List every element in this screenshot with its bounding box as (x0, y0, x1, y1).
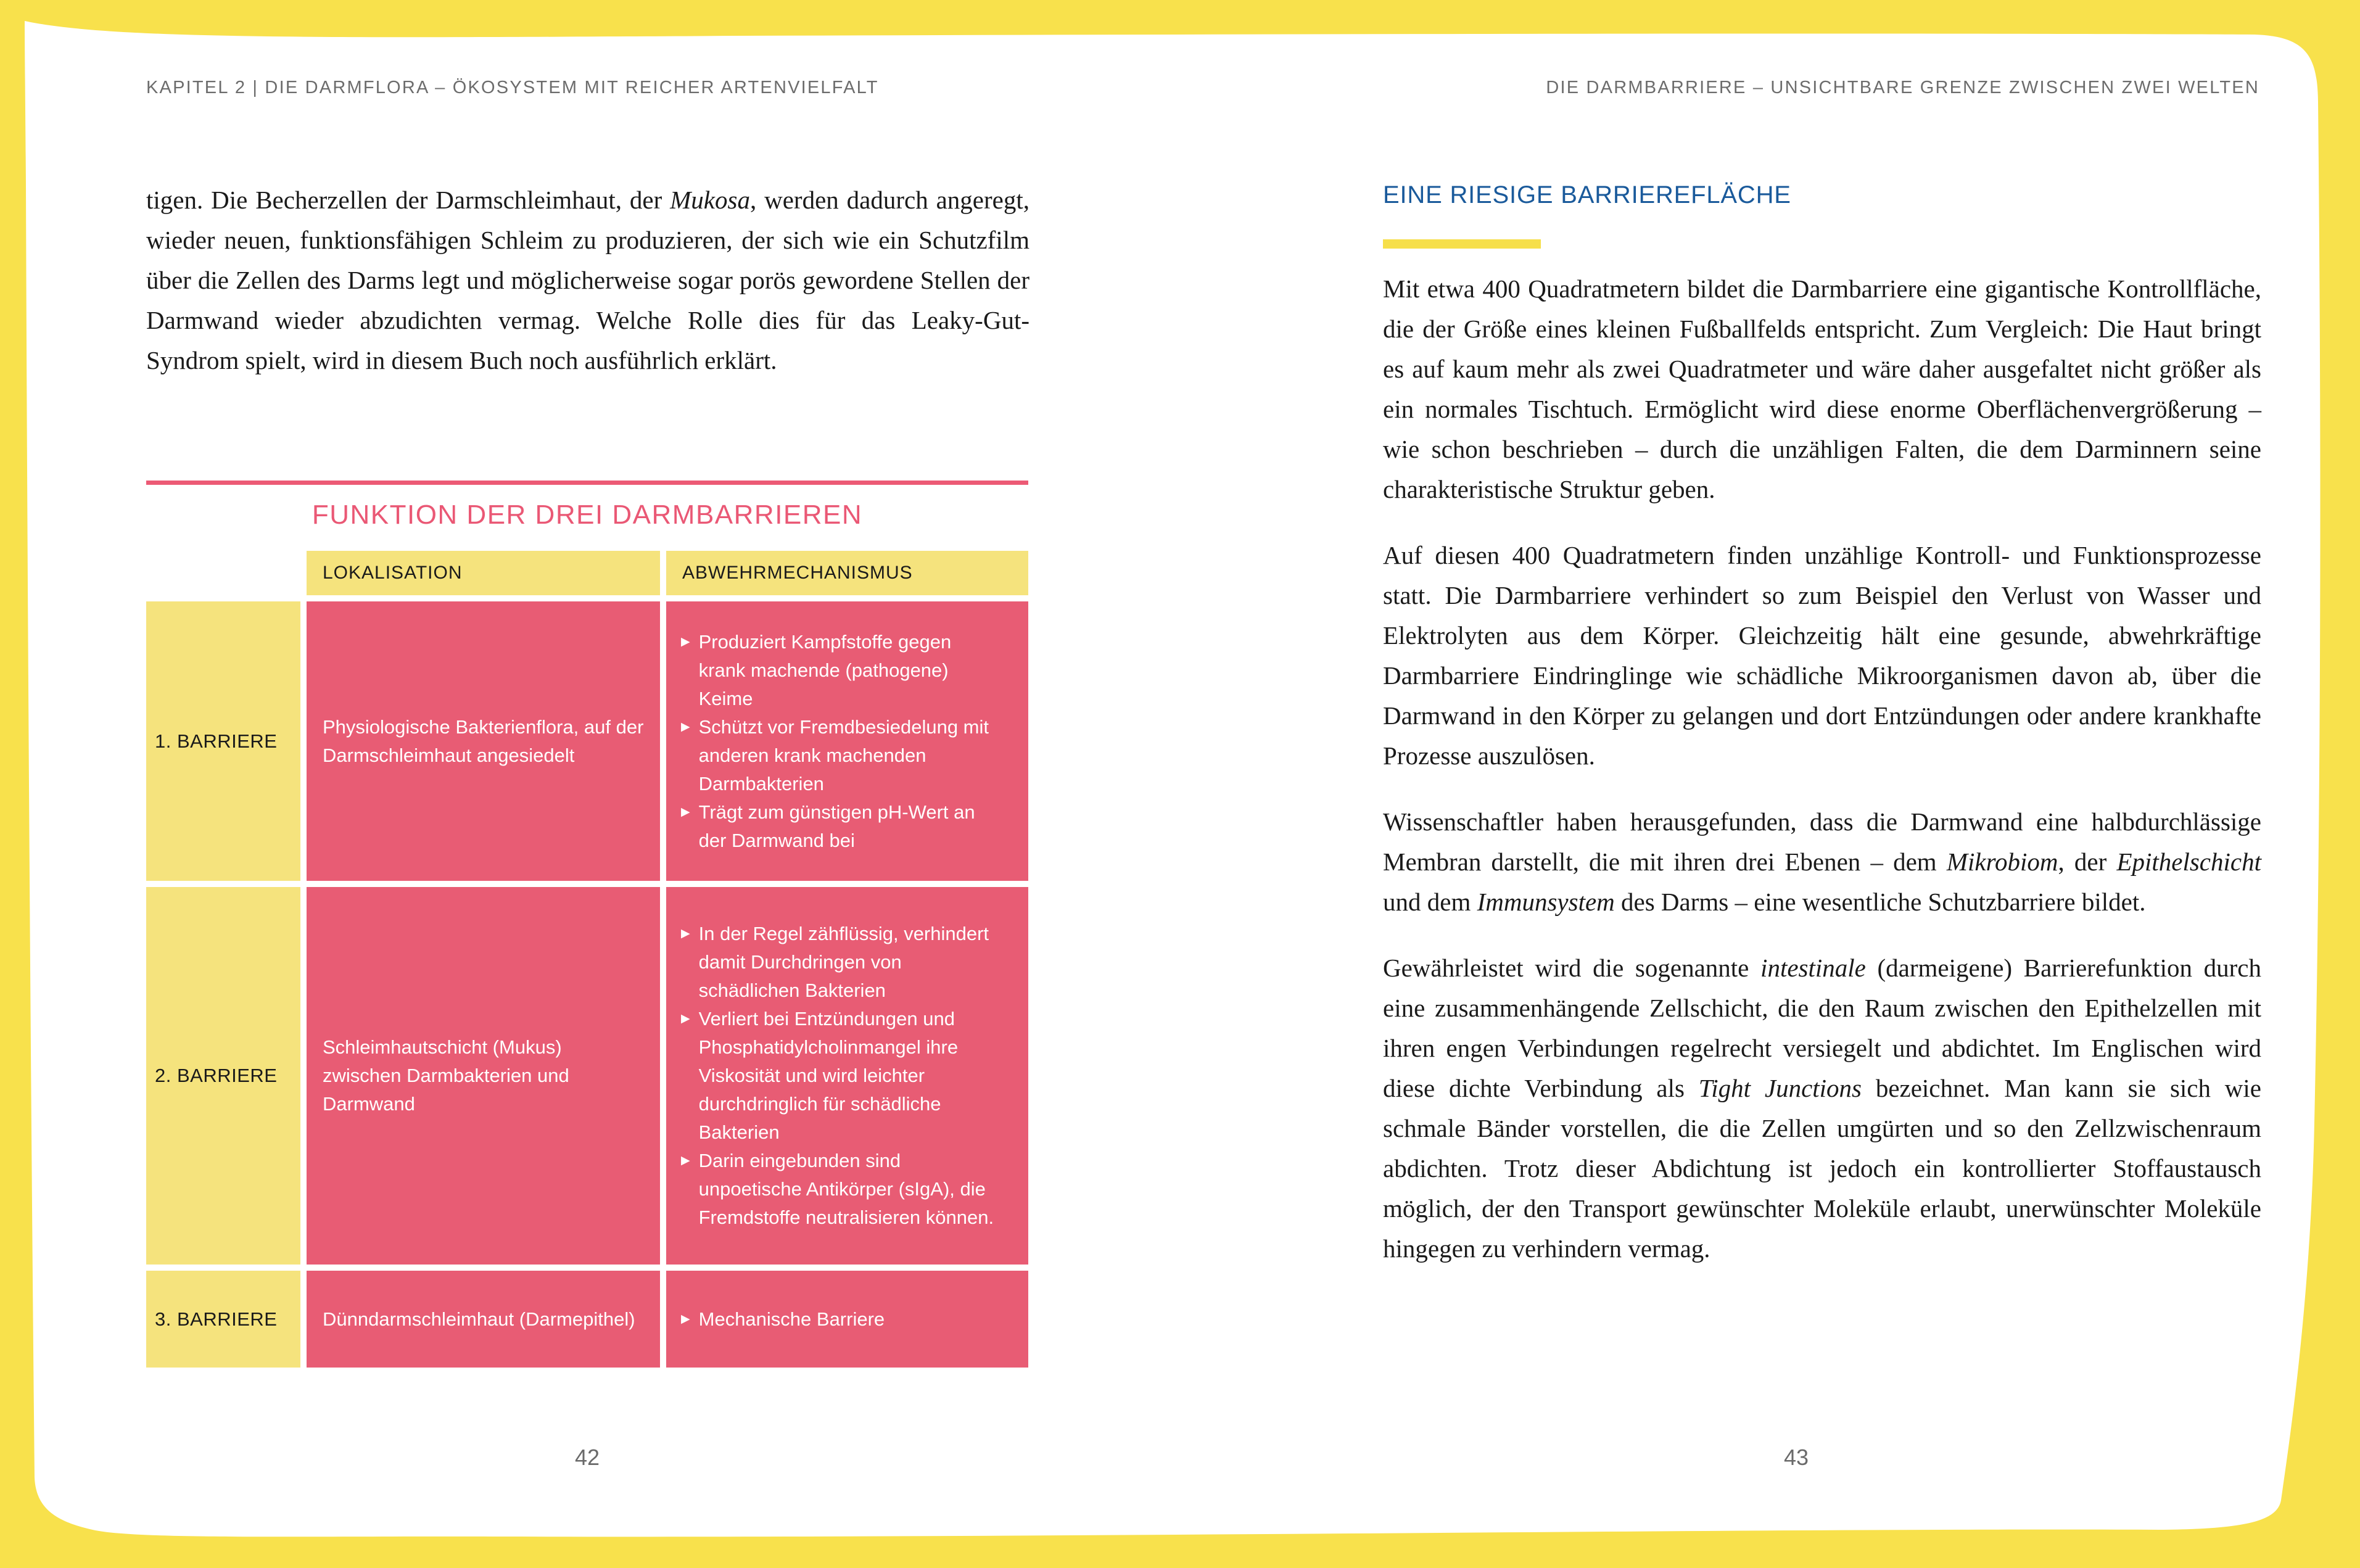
triangle-bullet-icon: ▶ (681, 1012, 690, 1025)
bullet-item (681, 1005, 997, 1147)
right-paragraph-4: Gewährleistet wird die sogenannte intestinale (darmeigene) Barrierefunktion durch eine zusammenhängende Zellschicht, die den Raum zwischen den Epithelzellen mit ihren engen Verbindungen regelrecht versiegelt und abdichtet. Im Englischen wird diese dichte Verbindung als Tight Junctions bezeichnet. Man kann sie sich wie schmale Bänder vorstellen, die die Zellen umgürten und so den Zellzwischenraum abdichten. Trotz dieser Abdichtung ist jedoch ein kontrollierter Stoffaustausch möglich, der den Transport gewünschter Moleküle erlaubt, unerwünschter Moleküle hingegen zu verhindern vermag. (1383, 954, 2261, 1263)
page-number-left: 42 (574, 1445, 600, 1470)
table-corner-spacer (146, 551, 300, 595)
bullet-text: Schützt vor Fremdbesiedelung mit anderen krank machenden Darmbakterien (698, 716, 989, 794)
bullet-item (681, 628, 997, 713)
triangle-bullet-icon: ▶ (681, 805, 690, 819)
cell-abwehr-2 (666, 887, 1028, 1265)
left-body-paragraph: tigen. Die Becherzellen der Darmschleimhaut, der Mukosa, werden dadurch angeregt, wieder neuen, funktionsfähigen Schleim zu produzieren, der sich wie ein Schutzfilm über die Zellen des Darms legt und möglicherweise sogar porös gewordene Stellen der Darmwand wieder abzudichten vermag. Welche Rolle dies für das Leaky-Gut-Syndrom spielt, wird in diesem Buch noch ausführlich erklärt. (146, 186, 1029, 374)
bullet-item (681, 798, 997, 855)
bullet-text: In der Regel zähflüssig, verhindert damit Durchdringen von schädlichen Bakterien (698, 923, 989, 1001)
bullet-text: Verliert bei Entzündungen und Phosphatidylcholinmangel ihre Viskosität und wird leichter durchdringlich für schädliche Bakterien (698, 1008, 959, 1143)
triangle-bullet-icon: ▶ (681, 720, 690, 733)
bullet-text: Trägt zum günstigen pH-Wert an der Darmwand bei (698, 801, 975, 851)
row-label-barriere-1: 1. BARRIERE (146, 601, 300, 881)
bullet-text: Mechanische Barriere (698, 1308, 885, 1330)
cell-abwehr-3 (666, 1271, 1028, 1368)
page-number-right: 43 (1783, 1445, 1809, 1470)
column-header-lokalisation: LOKALISATION (307, 551, 660, 595)
table-top-rule (146, 481, 1028, 485)
bullet-item (681, 920, 997, 1005)
bullet-item (681, 1147, 997, 1232)
row-label-barriere-3: 3. BARRIERE (146, 1271, 300, 1368)
row-label-barriere-2: 2. BARRIERE (146, 887, 300, 1265)
triangle-bullet-icon: ▶ (681, 635, 690, 648)
triangle-bullet-icon: ▶ (681, 927, 690, 940)
running-head-left: KAPITEL 2 | DIE DARMFLORA – ÖKOSYSTEM MIT REICHER ARTENVIELFALT (146, 78, 879, 97)
cell-lokalisation-1: Physiologische Bakterienflora, auf der Darmschleimhaut angesiedelt (307, 601, 660, 881)
section-title-underline (1383, 239, 1541, 249)
triangle-bullet-icon: ▶ (681, 1154, 690, 1167)
bullet-item (681, 1305, 997, 1334)
bullet-text: Darin eingebunden sind unpoetische Antikörper (sIgA), die Fremdstoffe neutralisieren können. (698, 1150, 994, 1228)
table-title: FUNKTION DER DREI DARMBARRIEREN (312, 500, 863, 530)
cell-lokalisation-2: Schleimhautschicht (Mukus) zwischen Darmbakterien und Darmwand (307, 887, 660, 1265)
bullet-item (681, 713, 997, 798)
cell-lokalisation-3: Dünndarmschleimhaut (Darmepithel) (307, 1271, 660, 1368)
bullet-text: Produziert Kampfstoffe gegen krank machende (pathogene) Keime (698, 630, 952, 709)
section-title: EINE RIESIGE BARRIEREFLÄCHE (1383, 181, 1791, 208)
right-paragraph-1: Mit etwa 400 Quadratmetern bildet die Darmbarriere eine gigantische Kontrollfläche, die der Größe eines kleinen Fußballfelds entspricht. Zum Vergleich: Die Haut bringt es auf kaum mehr als zwei Quadratmeter und wäre daher ausgefaltet nicht größer als ein normales Tischtuch. Ermöglicht wird diese enorme Oberflächenvergrößerung – wie schon beschrieben – durch die unzähligen Falten, die dem Darminnern seine charakteristische Struktur geben. (1383, 274, 2261, 503)
triangle-bullet-icon: ▶ (681, 1312, 690, 1326)
right-paragraph-2: Auf diesen 400 Quadratmetern finden unzählige Kontroll- und Funktionsprozesse statt. Die Darmbarriere verhindert so zum Beispiel den Verlust von Wasser und Elektrolyten aus dem Körper. Gleichzeitig hält eine gesunde, abwehrkräftige Darmbarriere Eindringlinge wie schädliche Mikroorganismen davon ab, über die Darmwand in den Körper zu gelangen und dort Entzündungen oder andere krankhafte Prozesse auszulösen. (1383, 541, 2261, 770)
barrier-table (146, 551, 1028, 1368)
column-header-abwehrmechanismus: ABWEHRMECHANISMUS (666, 551, 1028, 595)
right-paragraph-3: Wissenschaftler haben herausgefunden, dass die Darmwand eine halbdurchlässige Membran darstellt, die mit ihren drei Ebenen – dem Mikrobiom, der Epithelschicht und dem Immunsystem des Darms – eine wesentliche Schutzbarriere bildet. (1383, 807, 2261, 916)
cell-abwehr-1 (666, 601, 1028, 881)
running-head-right: DIE DARMBARRIERE – UNSICHTBARE GRENZE ZWISCHEN ZWEI WELTEN (1546, 78, 2259, 97)
right-body-column (1383, 269, 2261, 1295)
